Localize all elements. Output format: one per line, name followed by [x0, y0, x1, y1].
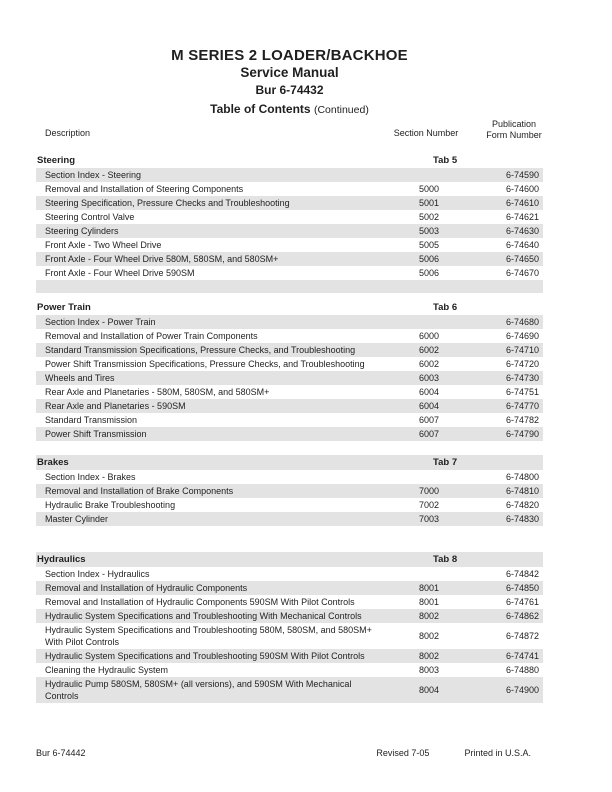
row-section-number: 5002 [418, 212, 440, 222]
footer-right-group [376, 748, 543, 758]
row-section-number: 8001 [418, 583, 440, 593]
row-publication-number: 6-74730 [505, 373, 539, 383]
row-description: Removal and Installation of Hydraulic Components [45, 583, 248, 593]
column-header-publication-line2: Form Number [486, 130, 542, 140]
row-publication-number: 6-74600 [505, 184, 539, 194]
row-publication-number: 6-74782 [505, 415, 539, 425]
row-publication-number: 6-74621 [505, 212, 539, 222]
form-number: Bur 6-74432 [255, 83, 324, 97]
row-section-number: 6007 [418, 429, 440, 439]
row-section-number: 6004 [418, 401, 440, 411]
table-row [36, 315, 543, 329]
table-row [36, 357, 543, 371]
section-power-train [36, 300, 543, 441]
row-description: Removal and Installation of Brake Components [45, 486, 234, 496]
table-row [36, 385, 543, 399]
row-publication-number: 6-74770 [505, 401, 539, 411]
row-section-number: 8003 [418, 665, 440, 675]
footer-revised: Revised 7-05 [376, 748, 430, 758]
row-description: Rear Axle and Planetaries - 580M, 580SM, and 580SM+ [45, 387, 270, 397]
column-header-section-number: Section Number [393, 128, 459, 138]
row-section-number: 6002 [418, 359, 440, 369]
table-row [36, 210, 543, 224]
table-row [36, 677, 543, 703]
section-brakes [36, 455, 543, 526]
section-title: Power Train [37, 302, 91, 313]
row-publication-number: 6-74630 [505, 226, 539, 236]
row-description: Master Cylinder [45, 514, 109, 524]
row-publication-number: 6-74800 [505, 472, 539, 482]
table-row [36, 663, 543, 677]
section-title: Hydraulics [37, 554, 86, 565]
section-spacer-band [36, 280, 543, 293]
toc-continued: (Continued) [313, 104, 369, 116]
row-section-number: 8004 [418, 685, 440, 695]
row-description: Section Index - Hydraulics [45, 569, 150, 579]
table-row [36, 498, 543, 512]
table-row [36, 182, 543, 196]
column-header-publication-line1: Publication [491, 119, 537, 129]
row-description: Standard Transmission [45, 415, 138, 425]
row-section-number: 6003 [418, 373, 440, 383]
row-publication-number: 6-74810 [505, 486, 539, 496]
section-header [36, 300, 543, 315]
row-description: Rear Axle and Planetaries - 590SM [45, 401, 186, 411]
section-title: Steering [37, 155, 76, 166]
row-publication-number: 6-74880 [505, 665, 539, 675]
row-description: Section Index - Power Train [45, 317, 156, 327]
row-section-number: 6000 [418, 331, 440, 341]
row-section-number: 7000 [418, 486, 440, 496]
table-row [36, 609, 543, 623]
row-section-number: 8002 [418, 651, 440, 661]
row-section-number: 6002 [418, 345, 440, 355]
row-description: Power Shift Transmission [45, 429, 147, 439]
row-publication-number: 6-74862 [505, 611, 539, 621]
row-publication-number: 6-74830 [505, 514, 539, 524]
table-row [36, 224, 543, 238]
section-tab-label: Tab 5 [433, 155, 458, 166]
page-title: M SERIES 2 LOADER/BACKHOE [171, 47, 408, 64]
row-publication-number: 6-74842 [505, 569, 539, 579]
section-tab-label: Tab 6 [433, 302, 458, 313]
table-row [36, 623, 543, 649]
row-publication-number: 6-74590 [505, 170, 539, 180]
row-publication-number: 6-74610 [505, 198, 539, 208]
row-publication-number: 6-74710 [505, 345, 539, 355]
row-description: Wheels and Tires [45, 373, 115, 383]
table-row [36, 343, 543, 357]
toc-title: Table of Contents [210, 102, 311, 116]
row-description: Power Shift Transmission Specifications, Pressure Checks, and Troubleshooting [45, 359, 365, 369]
row-description: Hydraulic Brake Troubleshooting [45, 500, 176, 510]
table-row [36, 413, 543, 427]
section-title: Brakes [37, 457, 69, 468]
table-row [36, 371, 543, 385]
section-tab-label: Tab 8 [433, 554, 458, 565]
row-publication-number: 6-74820 [505, 500, 539, 510]
row-section-number: 6004 [418, 387, 440, 397]
table-row [36, 484, 543, 498]
row-description: Steering Specification, Pressure Checks and Troubleshooting [45, 198, 290, 208]
table-row [36, 427, 543, 441]
row-description: Standard Transmission Specifications, Pressure Checks, and Troubleshooting [45, 345, 356, 355]
row-publication-number: 6-74900 [505, 685, 539, 695]
row-publication-number: 6-74741 [505, 651, 539, 661]
row-publication-number: 6-74790 [505, 429, 539, 439]
row-publication-number: 6-74850 [505, 583, 539, 593]
table-row [36, 196, 543, 210]
row-section-number: 5001 [418, 198, 440, 208]
row-description: Steering Cylinders [45, 226, 119, 236]
row-publication-number: 6-74670 [505, 268, 539, 278]
document-header [36, 47, 543, 118]
row-section-number: 8002 [418, 611, 440, 621]
row-description: Hydraulic System Specifications and Troubleshooting 580M, 580SM, and 580SM+ With Pilot Controls [45, 625, 372, 647]
row-section-number: 8001 [418, 597, 440, 607]
table-row [36, 512, 543, 526]
row-publication-number: 6-74872 [505, 631, 539, 641]
table-row [36, 567, 543, 581]
row-publication-number: 6-74690 [505, 331, 539, 341]
row-description: Section Index - Steering [45, 170, 142, 180]
row-description: Front Axle - Four Wheel Drive 580M, 580SM, and 580SM+ [45, 254, 279, 264]
section-header [36, 153, 543, 168]
toc-title-line [36, 102, 543, 118]
table-row [36, 595, 543, 609]
row-description: Front Axle - Two Wheel Drive [45, 240, 162, 250]
row-description: Hydraulic Pump 580SM, 580SM+ (all versions), and 590SM With Mechanical Controls [45, 679, 352, 701]
row-section-number: 5005 [418, 240, 440, 250]
table-row [36, 238, 543, 252]
row-description: Hydraulic System Specifications and Troubleshooting With Mechanical Controls [45, 611, 362, 621]
section-tab-label: Tab 7 [433, 457, 458, 468]
row-publication-number: 6-74761 [505, 597, 539, 607]
document-footer [36, 748, 543, 758]
row-section-number: 5000 [418, 184, 440, 194]
section-hydraulics [36, 552, 543, 703]
row-publication-number: 6-74751 [505, 387, 539, 397]
table-row [36, 649, 543, 663]
row-section-number: 5006 [418, 268, 440, 278]
row-description: Removal and Installation of Power Train Components [45, 331, 258, 341]
section-steering [36, 153, 543, 293]
row-section-number: 7002 [418, 500, 440, 510]
table-row [36, 168, 543, 182]
page-subtitle: Service Manual [240, 65, 339, 80]
column-header-publication [481, 119, 547, 141]
row-section-number: 8002 [418, 631, 440, 641]
row-section-number: 7003 [418, 514, 440, 524]
row-description: Front Axle - Four Wheel Drive 590SM [45, 268, 195, 278]
row-description: Removal and Installation of Steering Components [45, 184, 244, 194]
table-row [36, 399, 543, 413]
footer-printed: Printed in U.S.A. [464, 748, 531, 758]
row-description: Hydraulic System Specifications and Troubleshooting 590SM With Pilot Controls [45, 651, 365, 661]
row-description: Removal and Installation of Hydraulic Components 590SM With Pilot Controls [45, 597, 355, 607]
table-row [36, 470, 543, 484]
table-row [36, 329, 543, 343]
toc-body [36, 153, 543, 703]
footer-form-number: Bur 6-74442 [36, 748, 86, 758]
section-header [36, 455, 543, 470]
table-row [36, 252, 543, 266]
row-publication-number: 6-74650 [505, 254, 539, 264]
row-description: Section Index - Brakes [45, 472, 136, 482]
section-header [36, 552, 543, 567]
row-section-number: 5006 [418, 254, 440, 264]
column-header-description: Description [45, 128, 91, 138]
row-publication-number: 6-74680 [505, 317, 539, 327]
row-description: Steering Control Valve [45, 212, 135, 222]
row-section-number: 5003 [418, 226, 440, 236]
column-headers [36, 119, 543, 141]
table-row [36, 266, 543, 280]
row-section-number: 6007 [418, 415, 440, 425]
row-publication-number: 6-74640 [505, 240, 539, 250]
row-description: Cleaning the Hydraulic System [45, 665, 169, 675]
table-row [36, 581, 543, 595]
row-publication-number: 6-74720 [505, 359, 539, 369]
